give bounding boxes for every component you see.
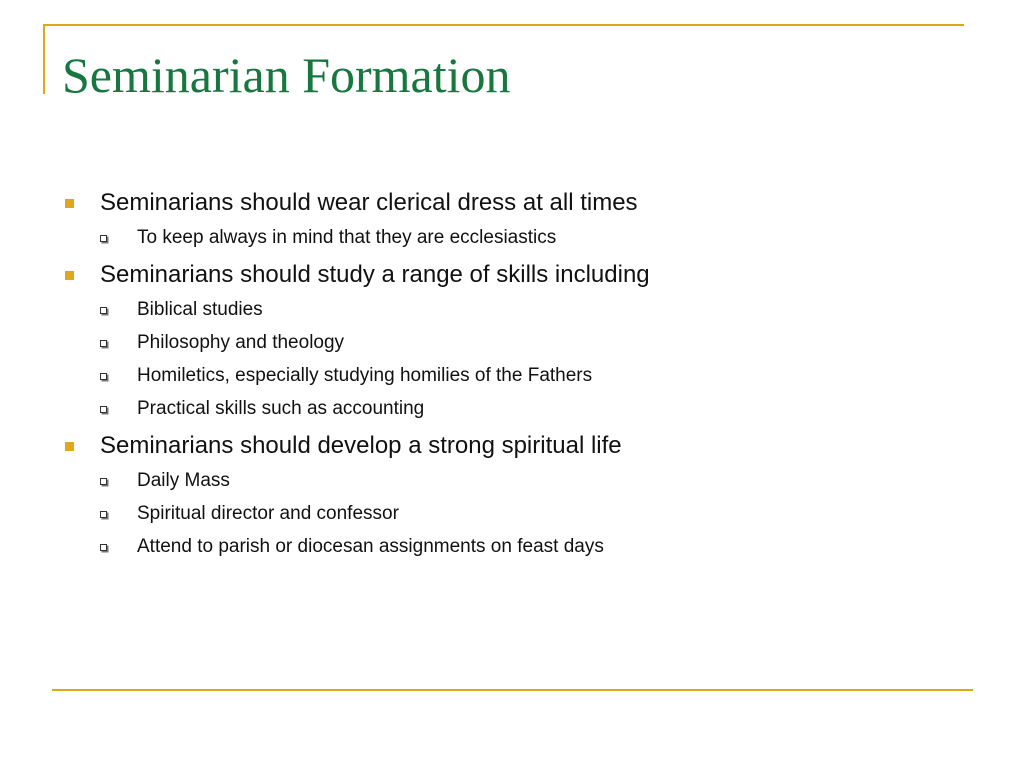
sub-bullet-text: Philosophy and theology — [137, 332, 345, 353]
sub-bullet-item — [100, 497, 962, 530]
sub-bullet-list — [100, 464, 962, 563]
bullet-item-clerical-dress — [62, 186, 962, 254]
bullet-text: Seminarians should develop a strong spiritual life — [100, 432, 622, 459]
sub-bullet-item — [100, 464, 962, 497]
sub-bullet-text: To keep always in mind that they are ecclesiastics — [137, 227, 557, 248]
sub-bullet-text: Attend to parish or diocesan assignments on feast days — [137, 536, 604, 557]
sub-bullet-text: Homiletics, especially studying homilies of the Fathers — [137, 365, 593, 386]
sub-bullet-item — [100, 221, 962, 254]
sub-bullet-text: Spiritual director and confessor — [137, 503, 399, 524]
sub-bullet-item — [100, 293, 962, 326]
slide-title: Seminarian Formation — [62, 47, 511, 103]
bottom-border-line — [52, 689, 973, 691]
bullet-item-spiritual-life — [62, 429, 962, 563]
bullet-item-skills — [62, 258, 962, 425]
sub-bullet-item — [100, 326, 962, 359]
sub-bullet-item — [100, 530, 962, 563]
sub-bullet-text: Daily Mass — [137, 470, 230, 491]
square-bullet-icon — [65, 442, 74, 451]
square-bullet-icon — [65, 271, 74, 280]
bullet-text: Seminarians should wear clerical dress at all times — [100, 189, 638, 216]
sub-bullet-text: Practical skills such as accounting — [137, 398, 425, 419]
sub-bullet-text: Biblical studies — [137, 299, 263, 320]
hollow-square-bullet-icon — [100, 544, 107, 551]
sub-bullet-list — [100, 293, 962, 425]
sub-bullet-item — [100, 392, 962, 425]
hollow-square-bullet-icon — [100, 373, 107, 380]
bullet-text: Seminarians should study a range of skills including — [100, 261, 650, 288]
hollow-square-bullet-icon — [100, 406, 107, 413]
hollow-square-bullet-icon — [100, 307, 107, 314]
sub-bullet-item — [100, 359, 962, 392]
top-border-line — [43, 24, 964, 26]
hollow-square-bullet-icon — [100, 340, 107, 347]
square-bullet-icon — [65, 199, 74, 208]
sub-bullet-list — [100, 221, 962, 254]
hollow-square-bullet-icon — [100, 478, 107, 485]
hollow-square-bullet-icon — [100, 511, 107, 518]
bullet-list — [62, 186, 962, 567]
hollow-square-bullet-icon — [100, 235, 107, 242]
left-border-line — [43, 24, 45, 94]
